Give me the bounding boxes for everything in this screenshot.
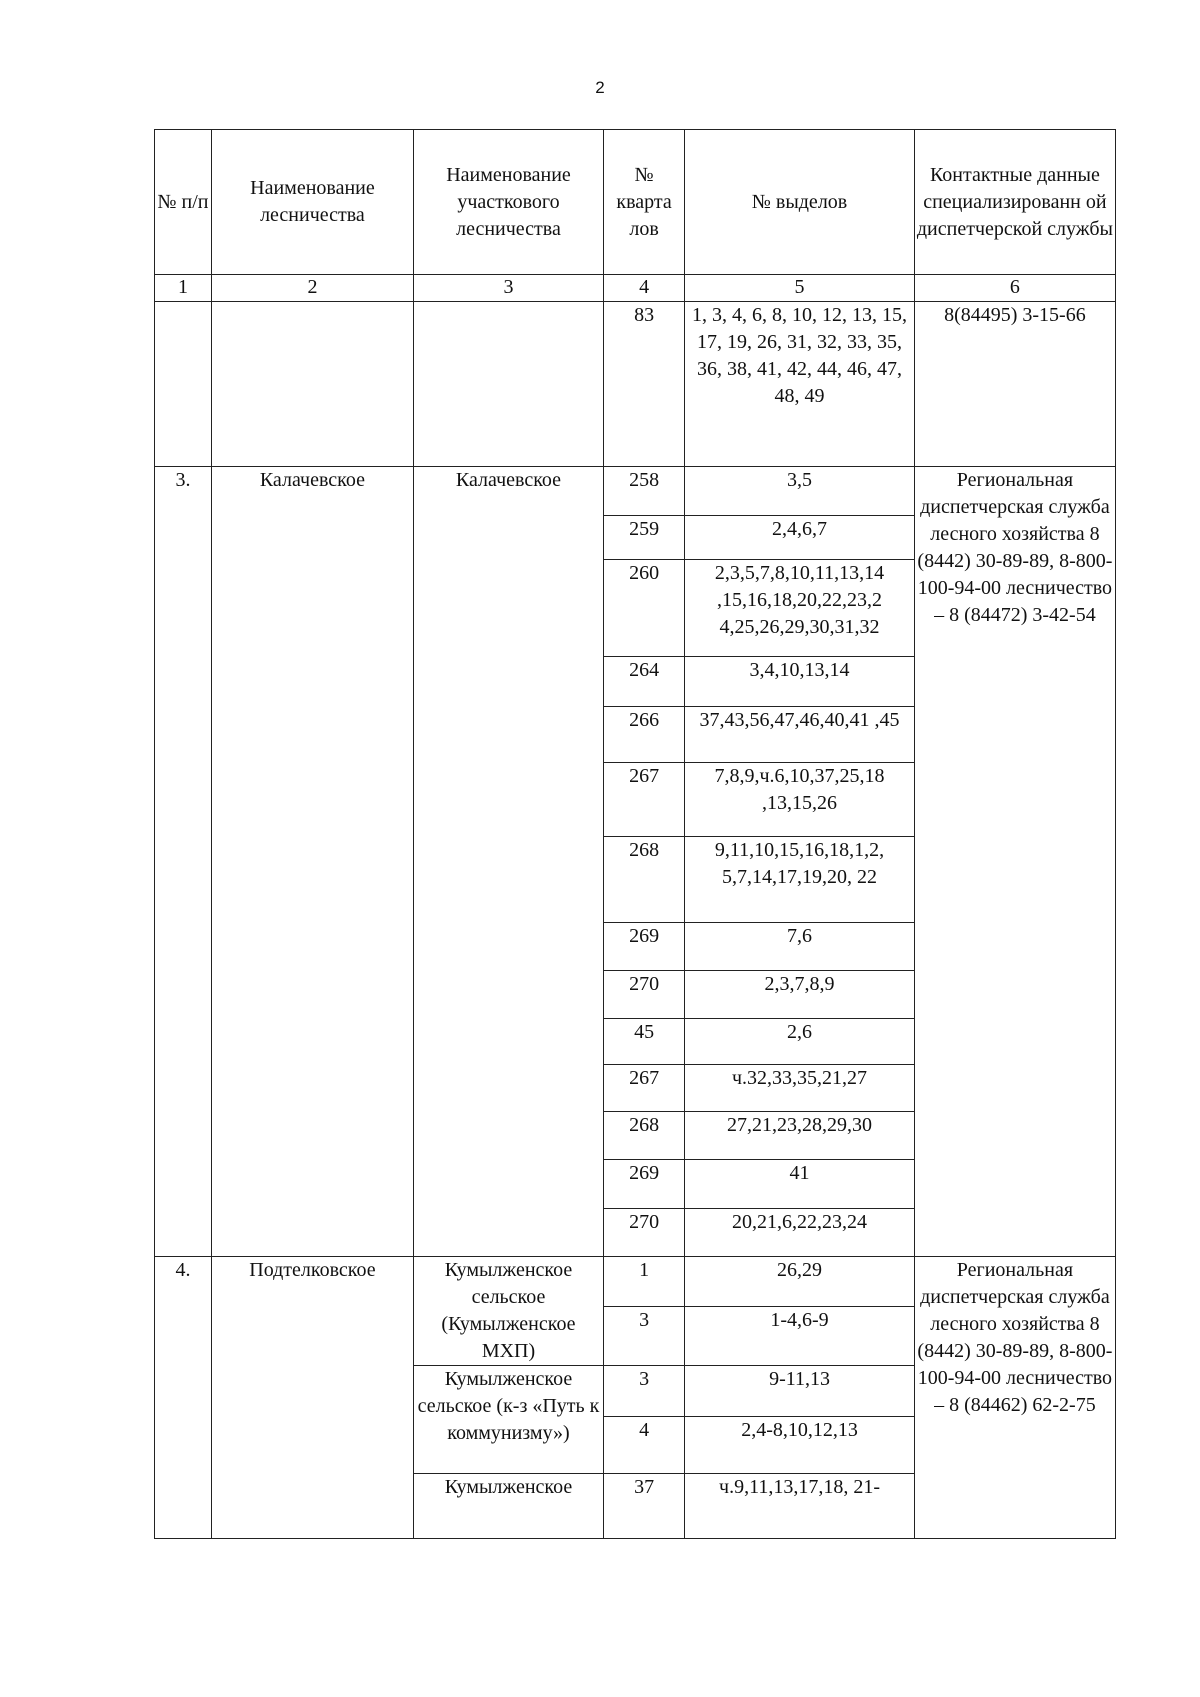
vydely-cell: 41 (685, 1160, 915, 1209)
vydely-cell: 1, 3, 4, 6, 8, 10, 12, 13, 15, 17, 19, 26, 31, 32, 33, 35, 36, 38, 41, 42, 44, 46, 47, 48, 49 (685, 302, 915, 467)
kvartal-cell: 268 (603, 837, 684, 923)
contact-cell: 8(84495) 3-15-66 (914, 302, 1115, 467)
uchastkovoe-cell: Калачевское (414, 467, 604, 1257)
column-number: 6 (914, 275, 1115, 302)
kvartal-cell: 266 (603, 707, 684, 763)
vydely-cell: ч.9,11,13,17,18, 21- (685, 1474, 915, 1539)
vydely-cell: ч.32,33,35,21,27 (685, 1065, 915, 1112)
contact-cell: Региональная диспетчерская служба лесного хозяйства 8 (8442) 30-89-89, 8-800-100-94-00 лесничество – 8 (84462) 62-2-75 (914, 1257, 1115, 1539)
table-row (155, 302, 1116, 467)
contact-cell: Региональная диспетчерская служба лесного хозяйства 8 (8442) 30-89-89, 8-800-100-94-00 лесничество – 8 (84472) 3-42-54 (914, 467, 1115, 1257)
lesnichestvo-cell (211, 302, 413, 467)
kvartal-cell: 259 (603, 516, 684, 560)
vydely-cell: 9-11,13 (685, 1366, 915, 1417)
kvartal-cell: 264 (603, 657, 684, 707)
vydely-cell: 3,4,10,13,14 (685, 657, 915, 707)
kvartal-cell: 3 (603, 1306, 684, 1365)
kvartal-cell: 269 (603, 923, 684, 971)
forestry-table (154, 129, 1116, 1539)
kvartal-cell: 37 (603, 1474, 684, 1539)
kvartal-cell: 270 (603, 1209, 684, 1257)
header-contact: Контактные данные специализированн ой диспетчерской службы (914, 130, 1115, 275)
table-row (155, 467, 1116, 516)
vydely-cell: 9,11,10,15,16,18,1,2, 5,7,14,17,19,20, 22 (685, 837, 915, 923)
column-number-row (155, 275, 1116, 302)
vydely-cell: 2,3,7,8,9 (685, 971, 915, 1019)
vydely-cell: 2,4,6,7 (685, 516, 915, 560)
vydely-cell: 26,29 (685, 1257, 915, 1307)
kvartal-cell: 1 (603, 1257, 684, 1307)
kvartal-cell: 45 (603, 1019, 684, 1065)
vydely-cell: 2,3,5,7,8,10,11,13,14 ,15,16,18,20,22,23,2 4,25,26,29,30,31,32 (685, 560, 915, 657)
column-number: 3 (414, 275, 604, 302)
kvartal-cell: 260 (603, 560, 684, 657)
kvartal-cell: 4 (603, 1417, 684, 1474)
vydely-cell: 2,6 (685, 1019, 915, 1065)
uchastkovoe-cell: Кумылженское сельское (Кумылженское МХП) (414, 1257, 604, 1366)
vydely-cell: 7,6 (685, 923, 915, 971)
header-uchastkovoe: Наименование участкового лесничества (414, 130, 604, 275)
uchastkovoe-cell (414, 302, 604, 467)
column-number: 5 (685, 275, 915, 302)
vydely-cell: 27,21,23,28,29,30 (685, 1112, 915, 1160)
page-number: 2 (595, 78, 605, 97)
kvartal-cell: 258 (603, 467, 684, 516)
kvartal-cell: 83 (603, 302, 684, 467)
lesnichestvo-cell: Подтелковское (211, 1257, 413, 1539)
vydely-cell: 2,4-8,10,12,13 (685, 1417, 915, 1474)
vydely-cell: 1-4,6-9 (685, 1306, 915, 1365)
num-cell: 4. (155, 1257, 212, 1539)
uchastkovoe-cell: Кумылженское (414, 1474, 604, 1539)
uchastkovoe-cell: Кумылженское сельское (к-з «Путь к коммунизму») (414, 1366, 604, 1474)
header-num: № п/п (155, 130, 212, 275)
table-row (155, 1257, 1116, 1307)
column-number: 2 (211, 275, 413, 302)
header-lesnichestvo: Наименование лесничества (211, 130, 413, 275)
num-cell (155, 302, 212, 467)
header-vydely: № выделов (685, 130, 915, 275)
vydely-cell: 37,43,56,47,46,40,41 ,45 (685, 707, 915, 763)
column-number: 4 (603, 275, 684, 302)
vydely-cell: 7,8,9,ч.6,10,37,25,18 ,13,15,26 (685, 763, 915, 837)
kvartal-cell: 3 (603, 1366, 684, 1417)
kvartal-cell: 268 (603, 1112, 684, 1160)
vydely-cell: 3,5 (685, 467, 915, 516)
kvartal-cell: 270 (603, 971, 684, 1019)
num-cell: 3. (155, 467, 212, 1257)
column-number: 1 (155, 275, 212, 302)
header-kvartal: № кварта лов (603, 130, 684, 275)
header-row (155, 130, 1116, 275)
kvartal-cell: 267 (603, 763, 684, 837)
vydely-cell: 20,21,6,22,23,24 (685, 1209, 915, 1257)
lesnichestvo-cell: Калачевское (211, 467, 413, 1257)
kvartal-cell: 267 (603, 1065, 684, 1112)
kvartal-cell: 269 (603, 1160, 684, 1209)
